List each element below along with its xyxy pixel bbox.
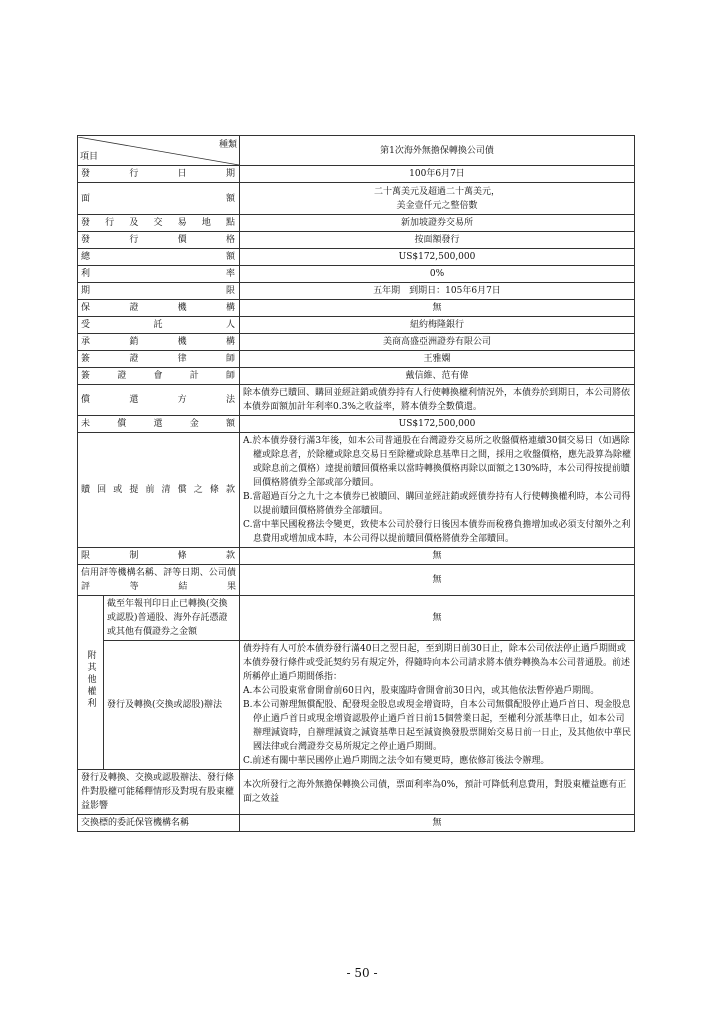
custodian-label: 交換標的委託保管機構名稱	[78, 815, 240, 832]
dilution-value: 本次所發行之海外無擔保轉換公司債，票面利率為0%，預計可降低利息費用，對股東權益應有正面之效益	[240, 770, 635, 815]
issue-date-value: 100年6月7日	[240, 166, 635, 183]
custodian-value: 無	[240, 815, 635, 832]
redemption-value	[240, 433, 635, 548]
outstanding-label: 未償還金額	[78, 416, 240, 433]
trustee-label: 受託人	[78, 317, 240, 334]
face-line1: 二十萬美元及超過二十萬美元，	[373, 186, 500, 197]
term-value: 五年期 到期日：105年6月7日	[240, 283, 635, 300]
conversion-item: B.本公司辦理無償配股、配發現金股息或現金增資時，自本公司無償配股停止過戶首日、現金股息停止過戶首日或現金增資認股停止過戶首日前15個營業日起，至權利分派基準日止，如本公司辦理減資時，自辦理減資之減資基準日起至減資換發股票開始交易日前一日止，及其他依中華民國法律或台灣證券交易所規定之停止過戶期間。	[243, 700, 632, 752]
accountant-value: 戴信維、范有偉	[240, 368, 635, 385]
repay-method-label: 償還方法	[78, 385, 240, 416]
price-label: 發行價格	[78, 232, 240, 249]
lawyer-value: 王雅嫻	[240, 351, 635, 368]
exchange-label: 發行及交易地點	[78, 215, 240, 232]
restriction-label: 限制條款	[78, 548, 240, 565]
exchange-value: 新加坡證券交易所	[240, 215, 635, 232]
face-label: 面額	[78, 183, 240, 215]
dilution-label: 發行及轉換、交換或認股辦法、發行條件對股權可能稀釋情形及對現有股東權益影響	[78, 770, 240, 815]
term-label: 期限	[78, 283, 240, 300]
underwriter-label: 承銷機構	[78, 334, 240, 351]
other-rights-text: 附其他權利	[85, 650, 96, 710]
type-label: 種類	[218, 139, 237, 150]
converted-amount-label: 截至年報刊印日止已轉換(交換或認股)普通股、海外存託憑證或其他有價證券之金額	[104, 596, 240, 641]
outstanding-value: US$172,500,000	[240, 416, 635, 433]
item-label: 項目	[80, 151, 99, 162]
accountant-label: 簽證會計師	[78, 368, 240, 385]
total-value: US$172,500,000	[240, 249, 635, 266]
conversion-item: C.前述有關中華民國停止過戶期間之法令如有變更時，應依修訂後法令辦理。	[243, 756, 550, 766]
other-rights-label	[78, 596, 104, 770]
page-number: - 50 -	[346, 966, 378, 980]
price-value: 按面額發行	[240, 232, 635, 249]
face-line2: 美金壹仟元之整倍數	[396, 200, 478, 211]
bond-table	[77, 135, 635, 832]
face-value	[240, 183, 635, 215]
total-label: 總額	[78, 249, 240, 266]
trustee-value: 紐約梅隆銀行	[240, 317, 635, 334]
redemption-item: A.於本債券發行滿3年後，如本公司普通股在台灣證券交易所之收盤價格連續30個交易日（如遇除權或除息者，於除權或除息交易日至除權或除息基準日之間，採用之收盤價格，應先設算為除權或除息前之價格）達提前贖回價格乘以當時轉換價格再除以面額之130%時，本公司得按提前贖回價格將債券全部或部分贖回。	[243, 436, 632, 488]
rating-label: 信用評等機構名稱、評等日期、公司債評等結果	[78, 565, 240, 596]
rating-value: 無	[240, 565, 635, 596]
conversion-method-value	[240, 641, 635, 770]
restriction-value: 無	[240, 548, 635, 565]
redemption-label: 贖回或提前清償之條款	[78, 433, 240, 548]
issue-date-label: 發行日期	[78, 166, 240, 183]
conversion-method-label: 發行及轉換(交換或認股)辦法	[104, 641, 240, 770]
header-diagonal-cell	[78, 136, 240, 166]
underwriter-value: 美商高盛亞洲證券有限公司	[240, 334, 635, 351]
guarantor-value: 無	[240, 300, 635, 317]
guarantor-label: 保證機構	[78, 300, 240, 317]
conversion-intro: 債券持有人可於本債券發行滿40日之翌日起，至到期日前30日止，除本公司依法停止過戶期間或本債券發行條件或受託契約另有規定外，得隨時向本公司請求將本債券轉換為本公司普通股。前述所稱停止過戶期間係指：	[243, 644, 631, 682]
rate-value: 0%	[240, 266, 635, 283]
bond-type-value: 第1次海外無擔保轉換公司債	[240, 136, 635, 166]
conversion-item: A.本公司股東常會開會前60日內，股東臨時會開會前30日內，或其他依法暫停過戶期間。	[243, 686, 600, 696]
redemption-item: C.當中華民國稅務法令變更，致使本公司於發行日後因本債券而稅務負擔增加或必須支付額外之利息費用或增加成本時，本公司得以提前贖回價格將債券全部贖回。	[243, 520, 631, 544]
redemption-item: B.當超過百分之九十之本債券已被贖回、購回並經註銷或經債券持有人行使轉換權利時，本公司得以提前贖回價格將債券全部贖回。	[243, 492, 631, 516]
repay-method-value: 除本債券已贖回、購回並經註銷或債券持有人行使轉換權利情況外，本債券於到期日，本公司將依本債券面額加計年利率0.3%之收益率，將本債券全數償還。	[240, 385, 635, 416]
rate-label: 利率	[78, 266, 240, 283]
lawyer-label: 簽證律師	[78, 351, 240, 368]
converted-amount-value: 無	[240, 596, 635, 641]
